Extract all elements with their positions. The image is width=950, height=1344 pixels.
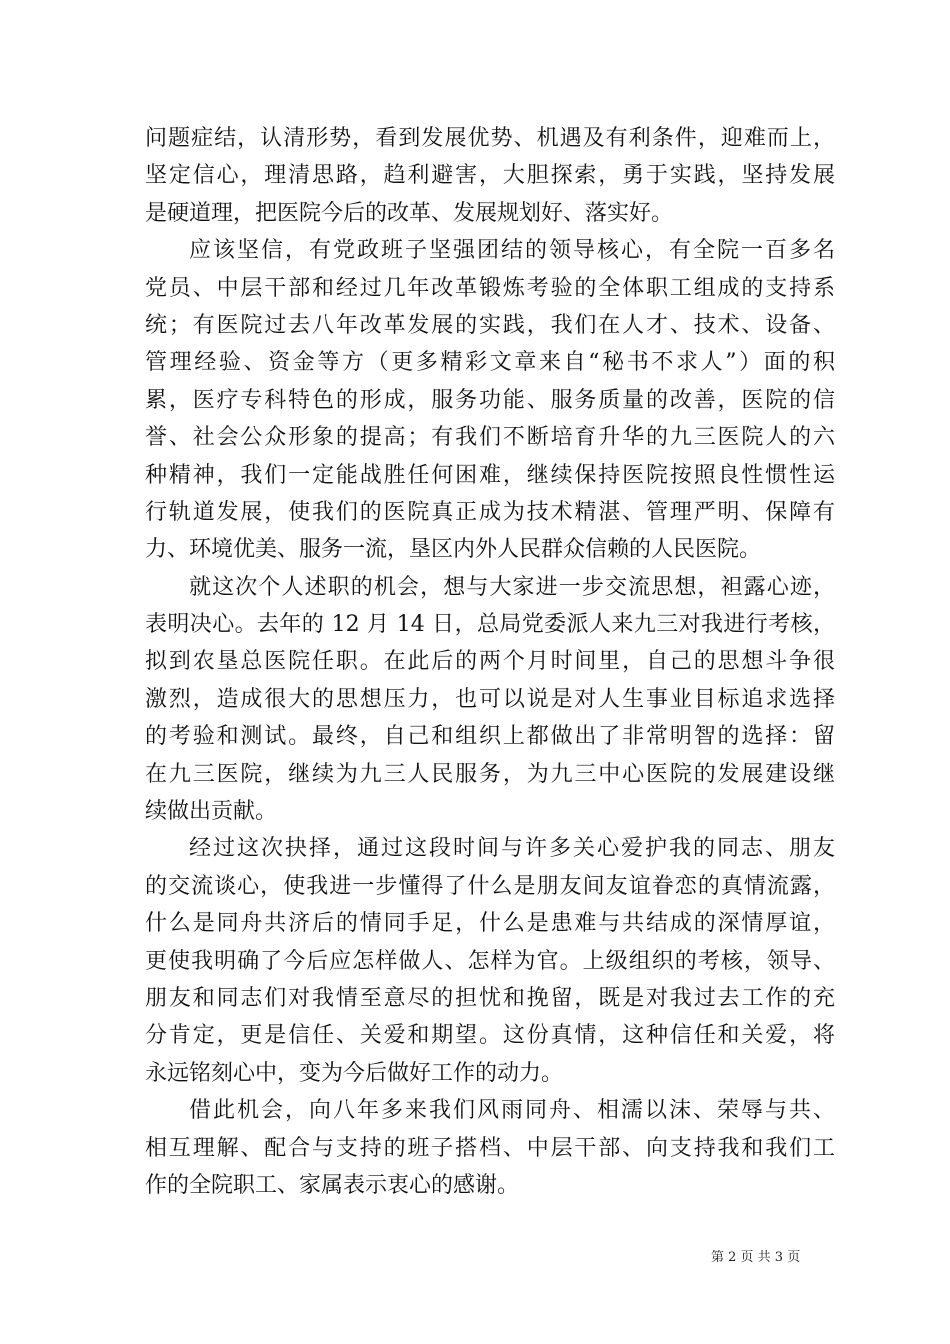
text-line: 分肯定，更是信任、关爱和期望。这份真情，这种信任和关爱，将: [145, 1023, 835, 1049]
paragraph-2: [145, 232, 835, 569]
text-line: 表明决心。去年的 12 月 14 日，总局党委派人来九三对我进行考核，: [145, 612, 835, 638]
text-line: 就这次个人述职的机会，想与大家进一步交流思想，袒露心迹，: [189, 574, 835, 600]
text-line: 的交流谈心，使我进一步懂得了什么是朋友间友谊眷恋的真情流露，: [145, 873, 835, 899]
text-line: 应该坚信，有党政班子坚强团结的领导核心，有全院一百多名: [189, 238, 835, 264]
text-line: 力、环境优美、服务一流，垦区内外人民群众信赖的人民医院。: [145, 537, 762, 563]
paragraph-1: [145, 120, 835, 232]
text-line: 行轨道发展，使我们的医院真正成为技术精湛、管理严明、保障有: [145, 499, 835, 525]
text-line: 相互理解、配合与支持的班子搭档、中层干部、向支持我和我们工: [145, 1135, 835, 1161]
text-line: 统；有医院过去八年改革发展的实践，我们在人才、技术、设备、: [145, 312, 835, 338]
text-line: 管理经验、资金等方（更多精彩文章来自“秘书不求人”）面的积: [145, 350, 835, 376]
text-line: 激烈，造成很大的思想压力，也可以说是对人生事业目标追求选择: [145, 686, 835, 712]
text-line: 作的全院职工、家属表示衷心的感谢。: [145, 1172, 520, 1198]
text-line: 的考验和测试。最终，自己和组织上都做出了非常明智的选择：留: [145, 724, 835, 750]
text-line: 种精神，我们一定能战胜任何困难，继续保持医院按照良性惯性运: [145, 462, 835, 488]
text-line: 更使我明确了今后应怎样做人、怎样为官。上级组织的考核，领导、: [145, 948, 835, 974]
text-line: 累，医疗专科特色的形成，服务功能、服务质量的改善，医院的信: [145, 387, 835, 413]
paragraph-5: [145, 1092, 835, 1204]
text-line: 坚定信心，理清思路，趋利避害，大胆探索，勇于实践，坚持发展: [145, 163, 835, 189]
text-line: 续做出贡献。: [145, 799, 278, 825]
page-number-footer: 第 2 页 共 3 页: [711, 1250, 801, 1265]
text-line: 朋友和同志们对我情至意尽的担忧和挽留，既是对我过去工作的充: [145, 985, 835, 1011]
text-line: 在九三医院，继续为九三人民服务，为九三中心医院的发展建设继: [145, 761, 835, 787]
text-line: 是硬道理，把医院今后的改革、发展规划好、落实好。: [145, 200, 674, 226]
text-line: 永远铭刻心中，变为今后做好工作的动力。: [145, 1060, 564, 1086]
body-text: [145, 120, 835, 1204]
text-line: 借此机会，向八年多来我们风雨同舟、相濡以沫、荣辱与共、: [189, 1098, 835, 1124]
paragraph-3: [145, 569, 835, 831]
text-line: 党员、中层干部和经过几年改革锻炼考验的全体职工组成的支持系: [145, 275, 835, 301]
text-line: 什么是同舟共济后的情同手足，什么是患难与共结成的深情厚谊，: [145, 911, 835, 937]
text-line: 问题症结，认清形势，看到发展优势、机遇及有利条件，迎难而上，: [145, 126, 835, 151]
paragraph-4: [145, 830, 835, 1092]
text-line: 拟到农垦总医院任职。在此后的两个月时间里，自己的思想斗争很: [145, 649, 835, 675]
text-line: 经过这次抉择，通过这段时间与许多关心爱护我的同志、朋友: [189, 836, 835, 862]
text-line: 誉、社会公众形象的提高；有我们不断培育升华的九三医院人的六: [145, 425, 835, 451]
